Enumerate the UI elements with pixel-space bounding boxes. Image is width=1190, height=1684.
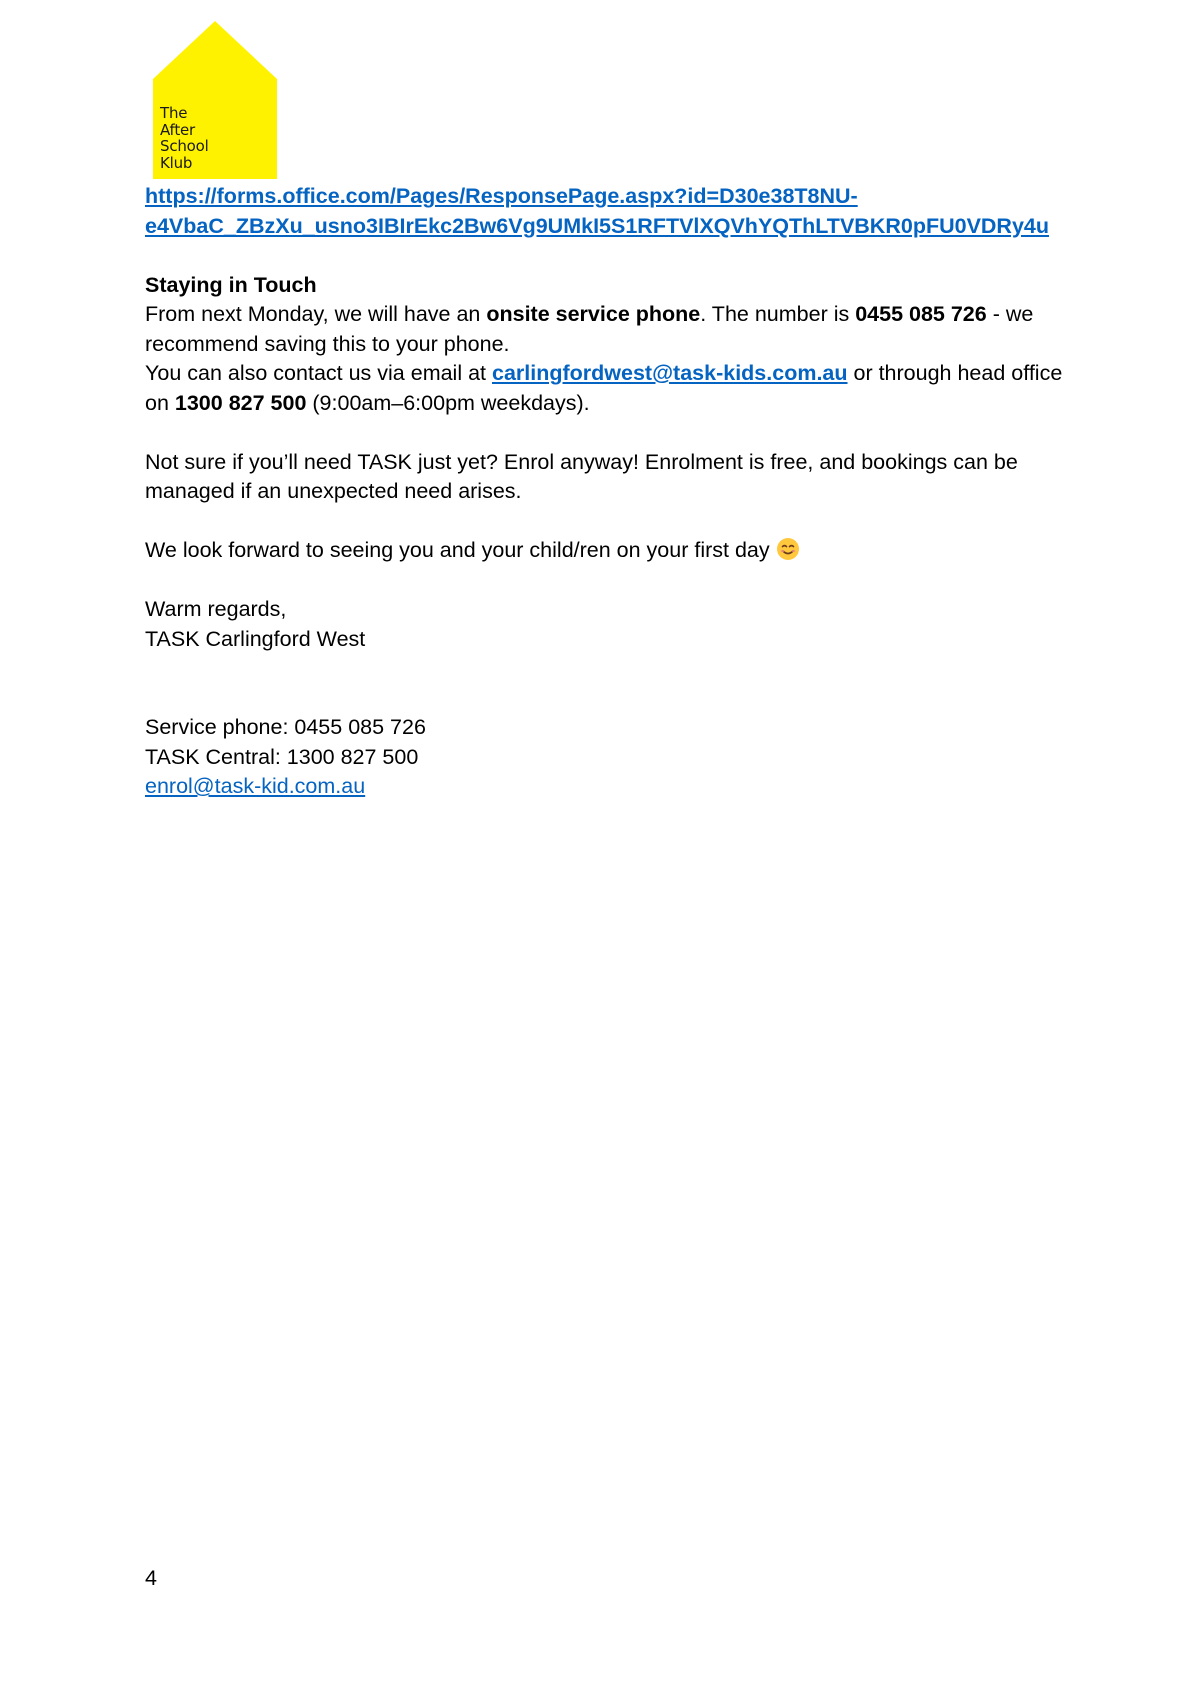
page-number: 4 [145, 1566, 157, 1590]
enrol-note: Not sure if you’ll need TASK just yet? Enrol anyway! Enrolment is free, and bookings can be managed if an unexpected need arises. [145, 449, 1018, 503]
logo-wordmark [160, 105, 209, 171]
form-link-line-1[interactable]: https://forms.office.com/Pages/ResponsePage.aspx?id=D30e38T8NU- [145, 184, 858, 208]
contact-email-paragraph [145, 772, 1065, 802]
text-run: . The number is [700, 302, 856, 326]
form-link-line-2[interactable]: e4VbaC_ZBzXu_usno3IBIrEkc2Bw6Vg9UMkI5S1RFTVlXQVhYQThLTVBKR0pFU0VDRy4u [145, 213, 1050, 238]
smiling-face-icon [776, 537, 800, 561]
logo-line: The [160, 104, 188, 122]
logo-line: Klub [160, 153, 193, 172]
logo-line: School [160, 137, 209, 155]
contact-service-phone: Service phone: 0455 085 726 [145, 715, 426, 739]
text-run: You can also contact us via email at [145, 361, 492, 385]
text-run: (9:00am–6:00pm weekdays). [306, 390, 590, 415]
head-office-phone: 1300 827 500 [174, 390, 307, 415]
onsite-phone-number: 0455 085 726 [855, 302, 987, 326]
carlingford-email-link[interactable]: carlingfordwest@task-kids.com.au [492, 361, 848, 385]
enrol-email-link[interactable]: enrol@task-kid.com.au [145, 774, 366, 798]
letter-body [145, 182, 1065, 802]
onsite-phone-paragraph [145, 300, 1065, 359]
signoff-regards: Warm regards, [145, 597, 287, 621]
onsite-service-phone-label: onsite service phone [486, 302, 701, 326]
contact-task-central: TASK Central: 1300 827 500 [145, 744, 419, 769]
text-run: From next Monday, we will have an [145, 302, 487, 326]
closing-line: We look forward to seeing you and your child/ren on your first day [145, 538, 770, 562]
staying-in-touch-heading: Staying in Touch [145, 272, 317, 297]
signoff-name: TASK Carlingford West [145, 626, 366, 651]
text-run: or through head office on [145, 361, 1063, 415]
email-contact-paragraph [145, 359, 1065, 418]
logo-line: After [160, 120, 196, 139]
after-school-klub-logo [153, 21, 277, 179]
closing-line-paragraph [145, 536, 1065, 566]
form-link-block [145, 182, 1065, 241]
text-run: - we recommend saving this to your phone. [145, 302, 1034, 356]
